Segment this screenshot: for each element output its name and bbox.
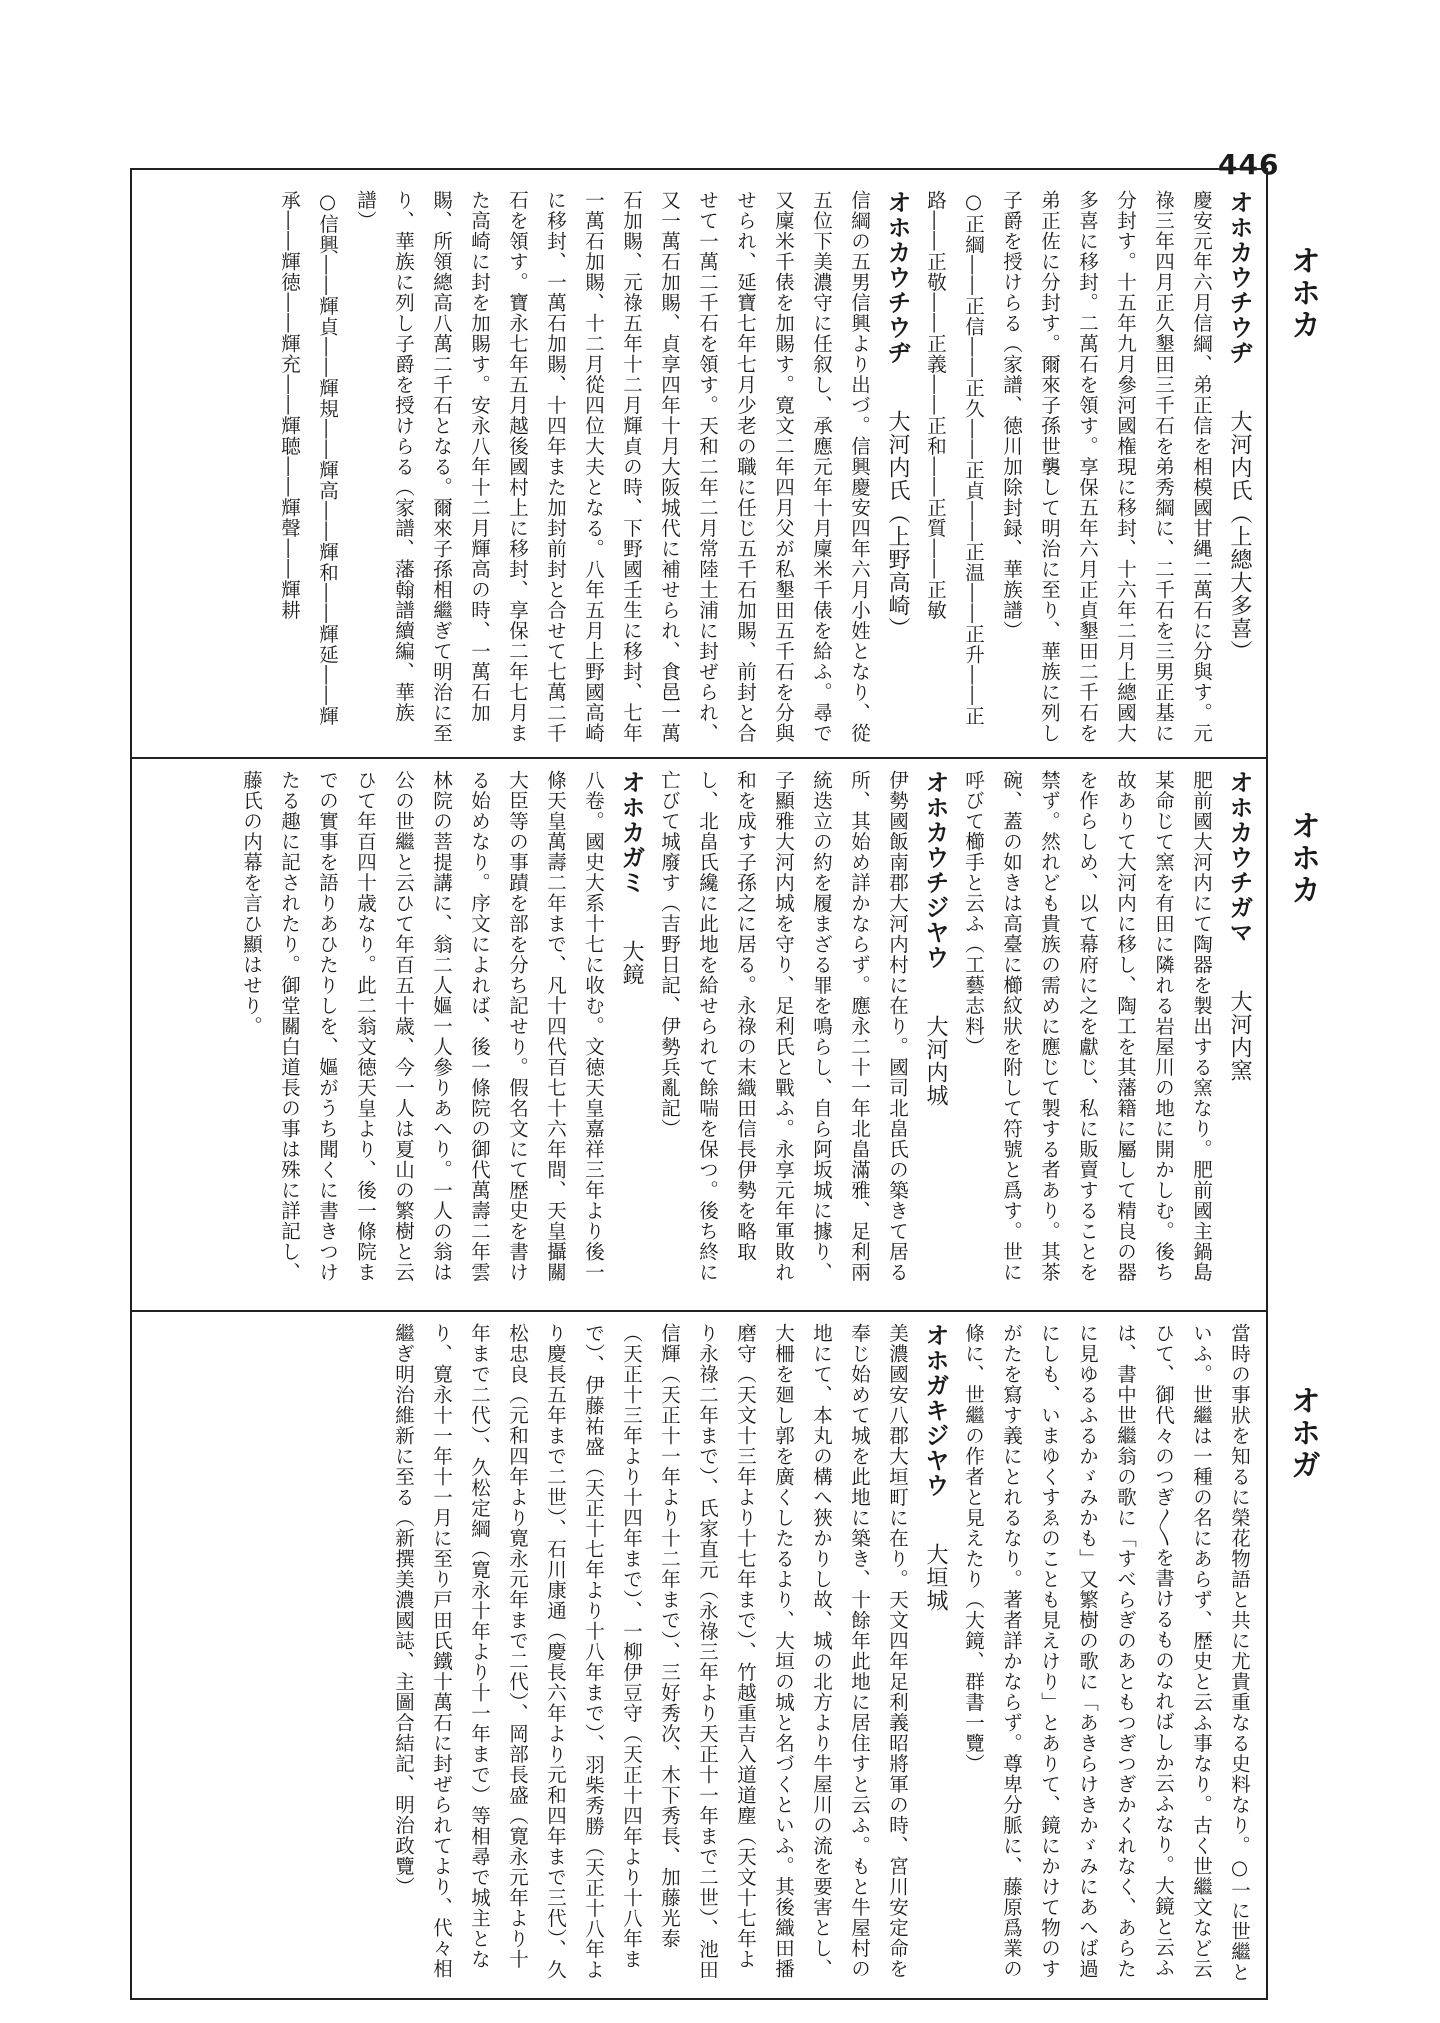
- entry-heading-kanji: 大河内城: [923, 992, 948, 1107]
- page-number: 446: [1218, 148, 1280, 181]
- section-lower: [140, 1323, 1258, 1988]
- entry-body-text: 伊勢國飯南郡大河内村に在り。國司北畠氏の築きて居る所、其始め詳かならず。應永二十一年北畠滿雅、足利兩統迭立の約を履まざる罪を鳴らし、自ら阿坂城に據り、子顯雅大河内城を守り、足利氏と戰ふ。永享元年軍敗れ和を成す子孫之に居る。永祿の末織田信長伊勢を略取し、北畠氏纔に此地を給せられて餘喘を保つ。後ち終に亡びて城廢す（吉野日記、伊勢兵亂記）: [658, 770, 909, 1283]
- section-upper-text: [140, 190, 1258, 745]
- entry-body-text: 當時の事狀を知るに榮花物語と共に尤貴重なる史料なり。○一に世繼といふ。世繼は一種の名にあらず、歴史と云ふ事なり。古く世繼文など云ひて、御代々のつぎ〳〵を書けるものなればしか云ふなり。大鏡と云ふは、書中世繼翁の歌に「すべらぎのあともつぎつぎかくれなく、あらたに見ゆるふるかゞみかも」又繁樹の歌に「あきらけきかゞみにあへば過にしも、いまゆくすゑのことも見えけり」とありて、鏡にかけて物のすがたを寫す義にとれるなり。著者詳かならず。尊卑分脈に、藤原爲業の條に、世繼の作者と見えたり（大鏡、群書一覽）: [962, 1323, 1251, 1983]
- entry-heading: [916, 770, 954, 1298]
- entry-body-text: ○信興――輝貞――輝規――輝高――輝和――輝延――輝承――輝徳――輝充――輝聴――輝聲――輝耕: [278, 190, 339, 727]
- entry-heading: [1220, 190, 1258, 745]
- entry-heading-kanji: 大河内窯: [1227, 967, 1252, 1082]
- entry-heading-kanji: 大河内氏（上總大多喜）: [1227, 387, 1252, 663]
- entry-heading-kanji: 大垣城: [923, 1520, 948, 1612]
- entry-heading: [916, 1323, 954, 1988]
- section-upper: [140, 190, 1258, 745]
- entry-heading: [1220, 770, 1258, 1298]
- entry-heading-kana: オホカウチガマ: [1225, 770, 1253, 945]
- section-divider: [131, 757, 1267, 759]
- entry-body-text: ○正綱――正信――正久――正貞――正温――正升――正路――正敬――正義――正和――正質――正敏: [924, 190, 985, 727]
- entry-body-text: 八卷。國史大系十七に收む。文徳天皇嘉祥三年より後一條天皇萬壽二年まで、凡十四代百七十六年間、天皇攝關大臣等の事蹟を部を分ち記せり。假名文にて歴史を書ける始めなり。序文によれば、後一條院の御代萬壽二年雲林院の菩提講に、翁二人嫗一人參りあへり。一人の翁は公の世繼と云ひて年百五十歳、今一人は夏山の繁樹と云ひて年百四十歳なり。此二翁文徳天皇より、後一條院までの實事を語りあひたりしを、嫗がうち聞くに書きつけたる趣に記されたり。御堂關白道長の事は殊に詳記し、藤氏の内幕を言ひ顯はせり。: [240, 770, 605, 1283]
- section-middle: [140, 770, 1258, 1298]
- entry-body-text: 慶安元年六月信綱、弟正信を相模國甘縄二萬石に分與す。元祿三年四月正久墾田三千石を弟秀綱に、二千石を三男正基に分封す。十五年九月參河國権現に移封、十六年二月上總國大多喜に移封。二萬石を領す。享保五年六月正貞墾田二千石を弟正佐に分封す。爾來子孫世襲して明治に至り、華族に列し子爵を授けらる（家譜、徳川加除封録、華族譜）: [1000, 190, 1213, 744]
- entry-heading: [612, 770, 650, 1298]
- entry-body-text: 美濃國安八郡大垣町に在り。天文四年足利義昭將軍の時、宮川安定命を奉じ始めて城を此地に築き、十餘年此地に居住すと云ふ。もと牛屋村の地にて、本丸の構へ狹かりし故、城の北方より牛屋川の流を要害とし、大柵を廻し郭を廣くしたるより、大垣の城と名づくといふ。其後織田播磨守（天文十三年より十七年まで）、竹越重吉入道道塵（天文十七年より永祿二年まで）、氏家直元（永祿三年より天正十一年まで二世）、池田信輝（天正十一年より十二年まで）、三好秀次、木下秀長、加藤光泰（天正十三年より十四年まで）、一柳伊豆守（天正十四年より十八年まで）、伊藤祐盛（天正十七年より十八年まで）、羽柴秀勝（天正十八年より慶長五年まで二世）、石川康通（慶長六年より元和四年まで三代）、久松忠良（元和四年より寛永元年まで二代）、岡部長盛（寛永元年より十年まで二代）、久松定綱（寛永十年より十一年まで）等相尋で城主となり、寛永十一年十一月に至り戸田氏鐵十萬石に封ぜられてより、代々相繼ぎ明治維新に至る（新撰美濃國誌、主圖合結記、明治政覽）: [392, 1323, 909, 1980]
- column-header-3: オホガ: [1285, 1385, 1320, 1481]
- column-header-2: オホカ: [1285, 810, 1320, 906]
- entry-heading-kana: オホカウチウヂ: [1225, 190, 1253, 365]
- entry-body-text: 肥前國大河内にて陶器を製出する窯なり。肥前國主鍋島某命じて窯を有田に隣れる岩屋川の地に開かしむ。後ち故ありて大河内に移し、陶工を其藩籍に屬して精良の器を作らしめ、以て幕府に之を獻じ、私に販賣することを禁ず。然れども貴族の需めに應じて製する者あり。其茶碗、蓋の如きは高臺に櫛紋狀を附して符號と爲す。世に呼びて櫛手と云ふ（工藝志料）: [962, 770, 1213, 1283]
- entry-heading-kana: オホガキジヤウ: [921, 1323, 949, 1498]
- entry-heading-kana: オホカウチウヂ: [883, 190, 911, 365]
- entry-heading-kana: オホカウチジヤウ: [921, 770, 949, 970]
- column-header-1: オホカ: [1285, 245, 1320, 341]
- entry-heading-kanji: 大河内氏（上野高崎）: [885, 387, 910, 640]
- section-middle-text: [140, 770, 1258, 1298]
- entry-heading: [878, 190, 916, 745]
- entry-heading-kanji: 大鏡: [619, 917, 644, 986]
- entry-body-text: 信綱の五男信興より出づ。信興慶安四年六月小姓となり、從五位下美濃守に任叙し、承應元年十月廩米千俵を給ふ。尋で又廩米千俵を加賜す。寛文二年四月父が私墾田五千石を分與せられ、延寶七年七月少老の職に任じ五千石加賜、前封と合せて一萬二千石を領す。天和二年二月常陸土浦に封ぜられ、又一萬石加賜、貞享四年十月大阪城代に補せられ、食邑一萬石加賜、元祿五年十二月輝貞の時、下野國壬生に移封、七年一萬石加賜、十二月從四位大夫となる。八年五月上野國高崎に移封、一萬石加賜、十四年また加封前封と合せて七萬二千石を領す。寶永七年五月越後國村上に移封、享保二年七月また高崎に封を加賜す。安永八年十二月輝高の時、一萬石加賜、所領總高八萬二千石となる。爾來子孫相繼ぎて明治に至り、華族に列し子爵を授けらる（家譜、藩翰譜續編、華族譜）: [354, 190, 871, 744]
- section-lower-text: [140, 1323, 1258, 1988]
- section-divider: [131, 1310, 1267, 1312]
- entry-heading-kana: オホカガミ: [617, 770, 645, 895]
